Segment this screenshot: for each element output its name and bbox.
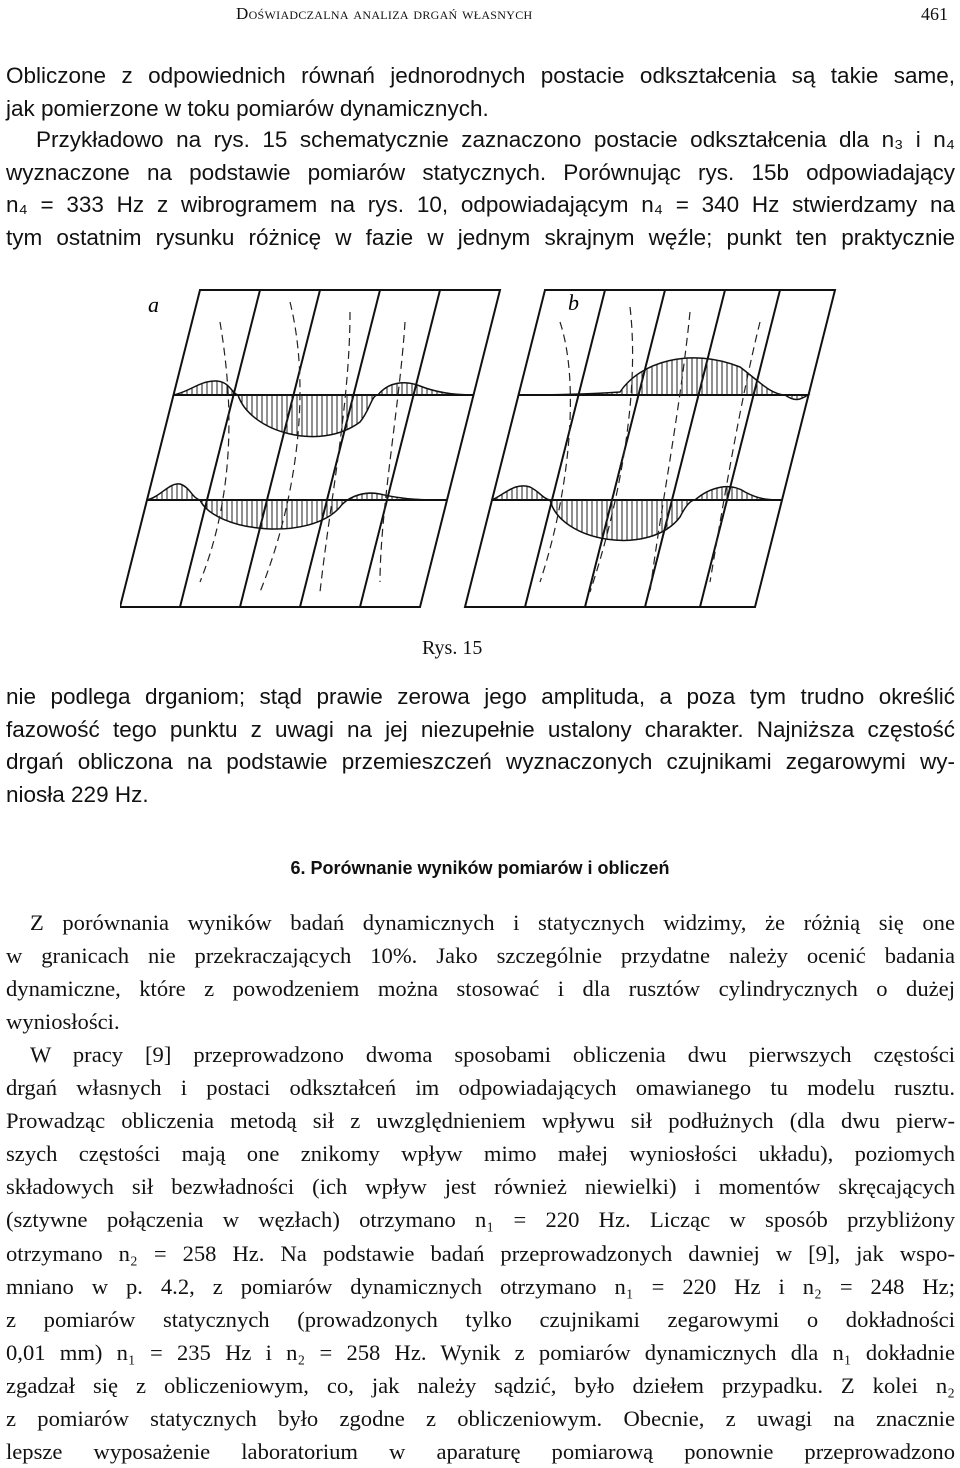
text-line: lepsze wyposażenie laboratorium w aparaturę pomiarową ponownie przeprowadzono — [6, 1439, 955, 1465]
panel-label-a: a — [148, 292, 159, 317]
mode-shape-curve — [492, 486, 782, 541]
grid-outline — [465, 290, 835, 607]
deformed-column — [590, 307, 633, 592]
text-line: fazowość tego punktu z uwagi na jej niezupełnie ustalony charakter. Najniższa częstość — [6, 716, 955, 742]
mode-shape-curve — [173, 381, 473, 437]
mode-shape-curve — [147, 484, 447, 529]
text-line: W pracy [9] przeprowadzono dwoma sposobami obliczenia dwu pierwszych częstości — [30, 1042, 955, 1067]
text-line: jak pomierzone w toku pomiarów dynamicznych. — [6, 95, 489, 121]
paragraph-4 — [6, 906, 955, 1038]
panel-a — [120, 290, 500, 607]
panel-label-b: b — [568, 290, 579, 315]
text-line: otrzymano n₂ = 258 Hz. Na podstawie badań przeprowadzonych dawniej w [9], jak wspo- — [6, 1240, 955, 1266]
text-line: Z porównania wyników badań dynamicznych i statycznych widzimy, że różnią się one — [30, 910, 955, 935]
deformed-column — [540, 322, 570, 582]
section-heading — [0, 858, 960, 879]
deformed-column — [380, 322, 405, 582]
text-line: wyniosłości. — [6, 1009, 120, 1035]
paragraph-3 — [6, 681, 955, 811]
mode-shape-diagram — [120, 282, 840, 617]
text-line: Obliczone z odpowiednich równań jednorodnych postacie odkształcenia są takie same, — [6, 63, 955, 88]
text-line: składowych sił bezwładności (ich wpływ jest również niewielki) i momentów skręcających — [6, 1174, 955, 1200]
text-line: z pomiarów statycznych było zgodne z obliczeniowym. Obecnie, z uwagi na znacznie — [6, 1406, 955, 1432]
figure-15 — [120, 282, 840, 617]
text-line: Prowadząc obliczenia metodą sił z uwzględnieniem wpływu sił podłużnych (dla dwu pierw- — [6, 1108, 955, 1134]
text-line: z pomiarów statycznych (prowadzonych tylko czujnikami zegarowymi o dokładności — [6, 1306, 955, 1332]
text-line: w granicach nie przekraczających 10%. Jako szczególnie przydatne należy ocenić badania — [6, 943, 955, 969]
grid-column — [180, 290, 260, 607]
grid-column — [240, 290, 320, 607]
text-line: mniano w p. 4.2, z pomiarów dynamicznych otrzymano n₁ = 220 Hz i n₂ = 248 Hz; — [6, 1273, 955, 1299]
text-line: niosła 229 Hz. — [6, 781, 149, 807]
grid-column — [360, 290, 440, 607]
grid-outline — [120, 290, 500, 607]
section-number: 6. — [290, 858, 306, 878]
mode-shape-curve — [518, 358, 808, 400]
grid-column — [585, 290, 665, 607]
text-line: 0,01 mm) n₁ = 235 Hz i n₂ = 258 Hz. Wynik z pomiarów dynamicznych dla n₁ dokładnie — [6, 1339, 955, 1365]
text-line: drgań obliczona na podstawie przemieszczeń wyznaczonych czujnikami zegarowymi wy- — [6, 749, 955, 775]
paragraph-5 — [6, 1038, 955, 1468]
text-line: zgadzał się z obliczeniowym, co, jak należy sądzić, było dziełem przypadku. Z kolei n₂ — [6, 1372, 955, 1398]
grid-column — [300, 290, 380, 607]
section-title: Porównanie wyników pomiarów i obliczeń — [310, 858, 670, 878]
paragraph-2 — [6, 124, 955, 254]
text-line: n₄ = 333 Hz z wibrogramem na rys. 10, odpowiadającym n₄ = 340 Hz stwierdzamy na — [6, 192, 955, 218]
page-number: 461 — [921, 4, 948, 24]
text-line: Przykładowo na rys. 15 schematycznie zaznaczono postacie odkształcenia dla n₃ i n₄ — [36, 127, 955, 152]
grid-column — [525, 290, 605, 607]
text-line: (sztywne połączenia w węzłach) otrzymano n₁ = 220 Hz. Licząc w sposób przybliżony — [6, 1207, 955, 1233]
paragraph-1 — [6, 60, 955, 125]
page-header — [0, 4, 960, 28]
text-line: drgań własnych i postaci odkształceń im odpowiadających omawianego tu modelu rusztu. — [6, 1075, 955, 1101]
panel-b — [465, 290, 835, 607]
text-line: tym ostatnim rysunku różnicę w fazie w jednym skrajnym węźle; punkt ten praktycznie — [6, 224, 955, 250]
running-title: Doświadczalna analiza drgań własnych — [236, 4, 533, 23]
text-line: dynamiczne, które z powodzeniem można stosować i dla rusztów cylindrycznych o dużej — [6, 976, 955, 1002]
figure-caption: Rys. 15 — [422, 637, 483, 659]
deformed-column — [320, 312, 350, 592]
deformed-column — [200, 322, 229, 582]
text-line: wyznaczone na podstawie pomiarów statycznych. Porównując rys. 15b odpowiadający — [6, 159, 955, 185]
text-line: szych częstości mają one znikomy wpływ mimo małej wyniosłości układu), poziomych — [6, 1141, 955, 1167]
text-line: nie podlega drganiom; stąd prawie zerowa jego amplituda, a poza tym trudno określić — [6, 684, 955, 709]
